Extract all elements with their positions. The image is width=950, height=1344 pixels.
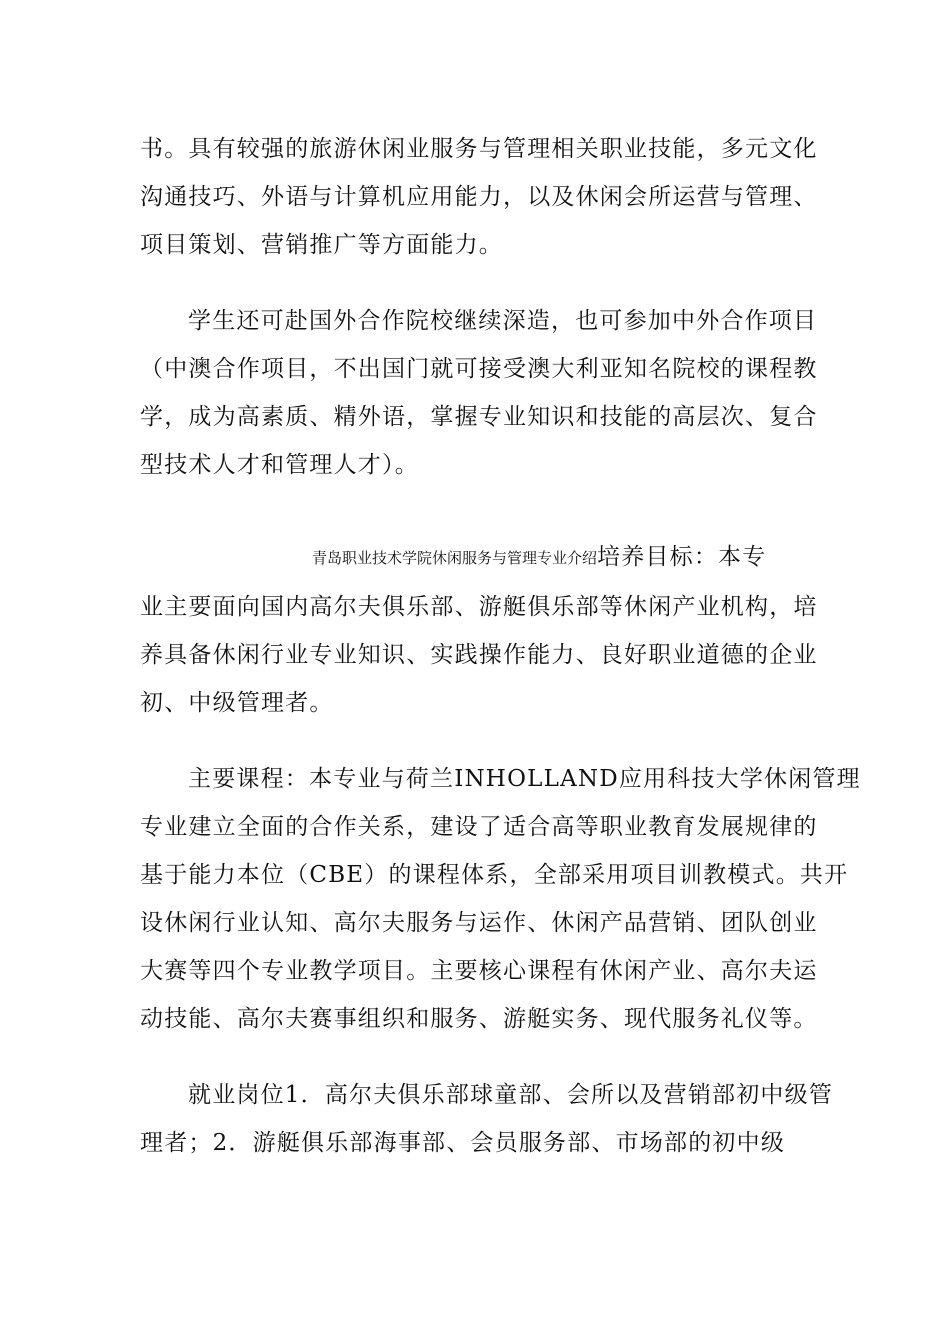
para2-line2: （中澳合作项目，不出国门就可接受澳大利亚知名院校的课程教 bbox=[140, 356, 818, 382]
para3-line2: 业主要面向国内高尔夫俱乐部、游艇俱乐部等休闲产业机构，培 bbox=[140, 594, 818, 620]
para1-line1: 书。具有较强的旅游休闲业服务与管理相关职业技能，多元文化 bbox=[140, 136, 818, 162]
para5-line2: 理者；2．游艇俱乐部海事部、会员服务部、市场部的初中级 bbox=[140, 1130, 786, 1156]
para4-line6: 动技能、高尔夫赛事组织和服务、游艇实务、现代服务礼仪等。 bbox=[140, 1006, 818, 1032]
para3-heading-small: 青岛职业技术学院休闲服务与管理专业介绍 bbox=[312, 549, 598, 567]
para3-heading-rest: 培养目标：本专 bbox=[597, 544, 767, 570]
para4-line4: 设休闲行业认知、高尔夫服务与运作、休闲产品营销、团队创业 bbox=[140, 910, 818, 936]
para2-line4: 型技术人才和管理人才）。 bbox=[140, 452, 419, 478]
para3-line1 bbox=[312, 542, 766, 573]
para4-line5: 大赛等四个专业教学项目。主要核心课程有休闲产业、高尔夫运 bbox=[140, 958, 818, 984]
para2-line1: 学生还可赴国外合作院校继续深造，也可参加中外合作项目 bbox=[188, 308, 818, 334]
para3-line3: 养具备休闲行业专业知识、实践操作能力、良好职业道德的企业 bbox=[140, 642, 818, 668]
para4-line2: 专业建立全面的合作关系，建设了适合高等职业教育发展规律的 bbox=[140, 814, 818, 840]
para1-line3: 项目策划、营销推广等方面能力。 bbox=[140, 232, 503, 258]
para2-line3: 学，成为高素质、精外语，掌握专业知识和技能的高层次、复合 bbox=[140, 404, 818, 430]
para4-line3: 基于能力本位（CBE）的课程体系，全部采用项目训教模式。共开 bbox=[140, 862, 849, 888]
para3-line4: 初、中级管理者。 bbox=[140, 690, 334, 716]
para5-line1: 就业岗位1．高尔夫俱乐部球童部、会所以及营销部初中级管 bbox=[188, 1082, 834, 1108]
para4-line1: 主要课程：本专业与荷兰INHOLLAND应用科技大学休闲管理 bbox=[188, 766, 861, 792]
para1-line2: 沟通技巧、外语与计算机应用能力，以及休闲会所运营与管理、 bbox=[140, 184, 818, 210]
